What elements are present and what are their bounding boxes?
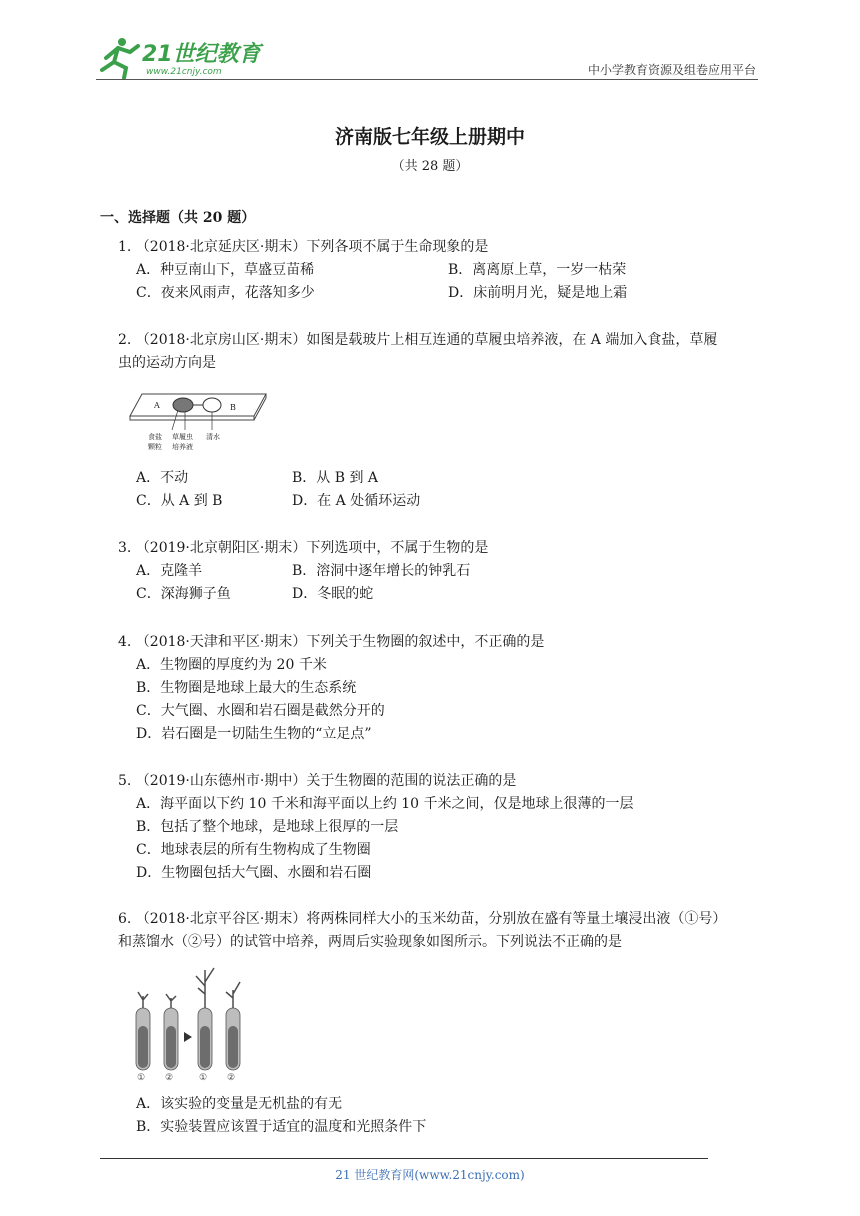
option-c: C．地球表层的所有生物构成了生物圈 <box>136 842 371 858</box>
question-5 <box>118 770 763 885</box>
slide-figure <box>128 386 268 456</box>
option-a: A．生物圈的厚度约为 20 千米 <box>136 657 327 673</box>
option-c: C．深海狮子鱼 <box>136 586 231 602</box>
option-c: C．夜来风雨声，花落知多少 <box>136 285 315 301</box>
question-2-options <box>118 467 763 513</box>
question-1 <box>118 236 763 305</box>
question-3 <box>118 537 763 606</box>
label-tube-1: ① <box>137 1073 146 1082</box>
option-a: A．克隆羊 <box>136 563 203 579</box>
question-stem: 1. （2018·北京延庆区·期末）下列各项不属于生命现象的是 <box>118 239 489 255</box>
option-b: B．溶洞中逐年增长的钟乳石 <box>292 563 471 579</box>
label-salt-2: 颗粒 <box>148 443 162 451</box>
question-4 <box>118 631 763 746</box>
section-heading: 一、选择题（共 20 题） <box>100 210 256 226</box>
footer-divider <box>100 1158 708 1159</box>
option-d: D．冬眠的蛇 <box>292 586 374 602</box>
label-tube-3: ① <box>199 1073 208 1082</box>
label-paramecium: 草履虫 <box>172 433 193 441</box>
page-title: 济南版七年级上册期中 <box>334 126 525 148</box>
site-logo <box>96 34 266 80</box>
question-6-options <box>118 1093 763 1139</box>
question-6 <box>118 908 763 954</box>
option-d: D．岩石圈是一切陆生生物的“立足点” <box>136 726 372 742</box>
question-stem-continued: 和蒸馏水（②号）的试管中培养，两周后实验现象如图所示。下列说法不正确的是 <box>118 934 622 950</box>
option-a: A．种豆南山下，草盛豆苗稀 <box>136 262 315 278</box>
option-d: D．生物圈包括大气圈、水圈和岩石圈 <box>136 865 372 881</box>
test-tube-figure <box>128 966 248 1082</box>
option-a: A．海平面以下约 10 千米和海平面以上约 10 千米之间，仅是地球上很薄的一层 <box>136 796 634 812</box>
question-stem: 6. （2018·北京平谷区·期末）将两株同样大小的玉米幼苗，分别放在盛有等量土壤浸出液（①号） <box>118 911 727 927</box>
logo-wordmark: 21世纪教育 <box>142 42 261 67</box>
option-b: B．从 B 到 A <box>292 470 379 486</box>
option-c: C．从 A 到 B <box>136 493 223 509</box>
question-stem-continued: 虫的运动方向是 <box>118 355 216 371</box>
label-b: B <box>230 403 236 412</box>
question-stem: 5. （2019·山东德州市·期中）关于生物圈的范围的说法正确的是 <box>118 773 517 789</box>
logo-url: www.21cnjy.com <box>146 67 222 77</box>
label-a: A <box>154 401 160 410</box>
label-tube-2: ② <box>165 1073 174 1082</box>
runner-icon <box>102 38 138 78</box>
header-platform-text: 中小学教育资源及组卷应用平台 <box>587 63 756 77</box>
option-b: B．生物圈是地球上最大的生态系统 <box>136 680 357 696</box>
label-water: 清水 <box>206 433 220 441</box>
label-culture: 培养液 <box>172 443 193 451</box>
option-b: B．包括了整个地球，是地球上很厚的一层 <box>136 819 399 835</box>
header-divider <box>96 79 758 80</box>
label-salt: 食盐 <box>148 433 162 441</box>
question-stem: 2. （2018·北京房山区·期末）如图是载玻片上相互连通的草履虫培养液，在 A 端加入食盐，草履 <box>118 332 718 348</box>
option-a: A．该实验的变量是无机盐的有无 <box>136 1096 343 1112</box>
label-tube-4: ② <box>227 1073 236 1082</box>
option-b: B．实验装置应该置于适宜的温度和光照条件下 <box>136 1119 427 1135</box>
page-subtitle: （共 28 题） <box>391 159 469 174</box>
option-b: B．离离原上草，一岁一枯荣 <box>448 262 627 278</box>
arrow-icon <box>184 1032 192 1042</box>
option-a: A．不动 <box>136 470 189 486</box>
question-stem: 4. （2018·天津和平区·期末）下列关于生物圈的叙述中，不正确的是 <box>118 634 545 650</box>
question-stem: 3. （2019·北京朝阳区·期末）下列选项中，不属于生物的是 <box>118 540 489 556</box>
option-c: C．大气圈、水圈和岩石圈是截然分开的 <box>136 703 385 719</box>
option-d: D．床前明月光，疑是地上霜 <box>448 285 628 301</box>
footer-link[interactable]: 21 世纪教育网(www.21cnjy.com) <box>335 1168 525 1182</box>
question-2 <box>118 329 763 375</box>
option-d: D．在 A 处循环运动 <box>292 493 421 509</box>
